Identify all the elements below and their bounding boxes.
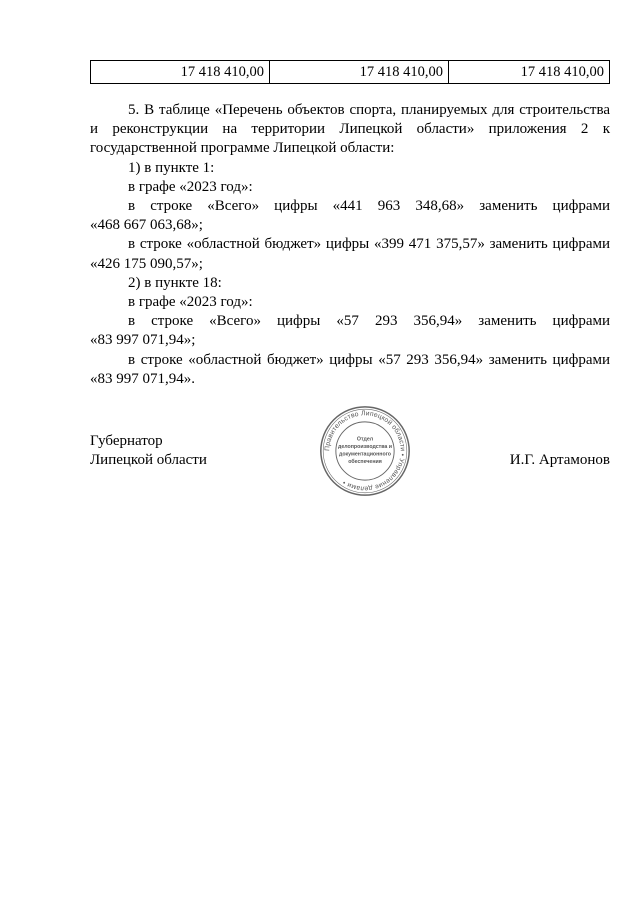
signatory-name: И.Г. Артамонов (509, 452, 610, 468)
item-2-column: в графе «2023 год»: (128, 294, 253, 311)
signatory-position: Губернатор (90, 433, 163, 449)
signatory-title (90, 432, 207, 470)
table-cell: 17 418 410,00 (270, 61, 449, 84)
table-cell: 17 418 410,00 (449, 61, 610, 84)
item-2-total-line-2: «83 997 071,94»; (90, 332, 196, 349)
item-1-regional-line-2: «426 175 090,57»; (90, 255, 203, 272)
item-1-total-line-2: «468 667 063,68»; (90, 217, 203, 234)
item-1-heading: 1) в пункте 1: (128, 159, 215, 176)
paragraph-5-line-3: государственной программе Липецкой области: (90, 140, 395, 157)
table-cell: 17 418 410,00 (91, 61, 270, 84)
official-seal-icon (318, 404, 412, 498)
paragraph-5-line-2: и реконструкции на территории Липецкой области» приложения 2 к (90, 121, 610, 138)
table-row (91, 61, 610, 84)
item-2-total-line-1: в строке «Всего» цифры «57 293 356,94» заменить цифрами (128, 313, 610, 330)
item-2-regional-line-2: «83 997 071,94». (90, 370, 195, 387)
item-2-heading: 2) в пункте 18: (128, 274, 222, 291)
signatory-region: Липецкой области (90, 452, 207, 468)
seal-inner-line: документационного (338, 451, 392, 458)
item-2-regional-line-1: в строке «областной бюджет» цифры «57 293 356,94» заменить цифрами (128, 351, 610, 368)
paragraph-5-line-1: 5. В таблице «Перечень объектов спорта, планируемых для строительства (128, 102, 610, 118)
item-1-column: в графе «2023 год»: (128, 178, 253, 195)
seal-inner-line: обеспечения (348, 459, 382, 466)
item-1-total-line-1: в строке «Всего» цифры «441 963 348,68» заменить цифрами (128, 198, 610, 215)
item-1-regional-line-1: в строке «областной бюджет» цифры «399 471 375,57» заменить цифрами (128, 236, 610, 253)
seal-inner-line: делопроизводства и (338, 444, 392, 451)
document-body (90, 101, 610, 389)
seal-inner-line: Отдел (356, 436, 374, 443)
seal-outer-text: Правительство Липецкой области • Управление делами • (324, 410, 406, 492)
amounts-table (90, 60, 610, 84)
